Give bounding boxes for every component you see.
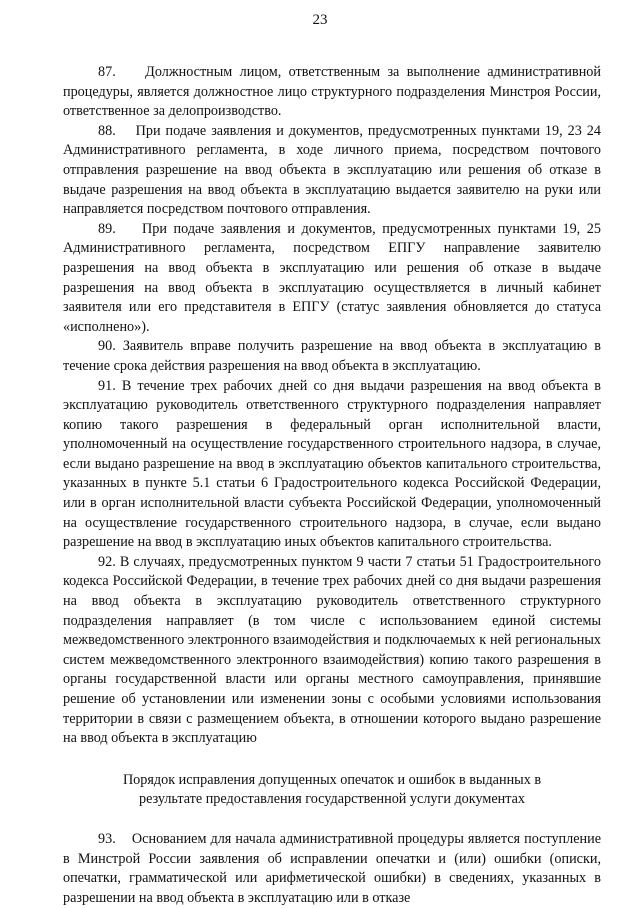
paragraph-93: 93. Основанием для начала административной процедуры является поступление в Минстрой России заявления об исправлении опечатки и (или) ошибки (описки, опечатки, грамматической или арифметической ошибки) в сведениях, указанных в разрешении на ввод объекта в эксплуатацию или в отказе xyxy=(63,830,601,906)
paragraph-89: 89. При подаче заявления и документов, предусмотренных пунктами 19, 25 Административного регламента, посредством ЕПГУ направление заявителю разрешения на ввод объекта в эксплуатацию или решения об отказе в выдаче разрешения на ввод объекта в эксплуатацию осуществляется в личный кабинет заявителя или его представителя в ЕПГУ (статус заявления обновляется до статуса «исполнено»). xyxy=(63,220,601,335)
document-body xyxy=(63,63,601,908)
paragraph-90: 90. Заявитель вправе получить разрешение на ввод объекта в эксплуатацию в течение срока действия разрешения на ввод объекта в эксплуатацию. xyxy=(63,338,601,374)
paragraph-87: 87. Должностным лицом, ответственным за выполнение административной процедуры, является должностное лицо структурного подразделения Минстроя России, ответственное за делопроизводство. xyxy=(63,64,601,120)
paragraph-88: 88. При подаче заявления и документов, предусмотренных пунктами 19, 23 24 Административного регламента, в ходе личного приема, посредством почтового отправления разрешение на ввод объекта в эксплуатацию или решения об отказе в выдаче разрешения на ввод объекта в эксплуатацию выдается заявителю на руки или направляется посредством почтового отправления. xyxy=(63,122,601,218)
paragraph-92: 92. В случаях, предусмотренных пунктом 9 части 7 статьи 51 Градостроительного кодекса Российской Федерации, в течение трех рабочих дней со дня выдачи разрешения на ввод объекта в эксплуатацию руководитель ответственного структурного подразделения направляет (в том числе с использованием единой системы межведомственного электронного взаимодействия и подключаемых к ней региональных систем межведомственного электронного взаимодействия) копию такого разрешения в органы государственной власти или органы местного самоуправления, принявшие решение об установлении или изменении зоны с особыми условиями использования территории в связи с размещением объекта, в отношении которого выдано разрешение на ввод объекта в эксплуатацию xyxy=(63,553,601,747)
section-heading: Порядок исправления допущенных опечаток и ошибок в выданных в результате предоставления государственной услуги документах xyxy=(122,771,542,808)
page-number: 23 xyxy=(312,12,328,28)
paragraph-91: 91. В течение трех рабочих дней со дня выдачи разрешения на ввод объекта в эксплуатацию руководитель ответственного структурного подразделения направляет копию такого разрешения в федеральный орган исполнительной власти, уполномоченный на осуществление государственного строительного надзора, в случае, если выдано разрешение на ввод в эксплуатацию объектов капитального строительства, указанных в пункте 5.1 статьи 6 Градостроительного кодекса Российской Федерации, или в орган исполнительной власти субъекта Российской Федерации, уполномоченный на осуществление государственного строительного надзора, в случае, если выдано разрешение на ввод в эксплуатацию иных объектов капитального строительства. xyxy=(63,377,601,551)
